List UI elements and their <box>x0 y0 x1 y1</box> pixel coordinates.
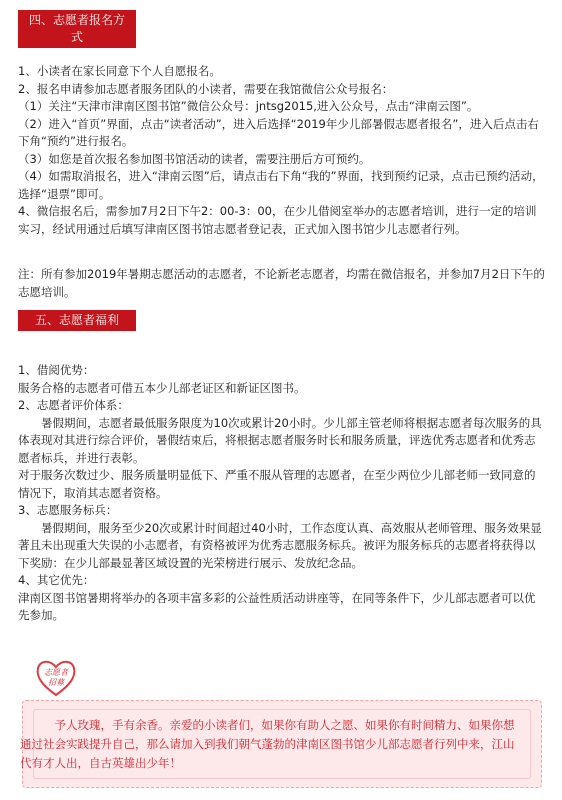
s5-para-3: 暑假期间，服务至少20次或累计时间超过40小时，工作态度认真、高效服从老师管理、服务效果显著且未出现重大失误的小志愿者，有资格被评为优秀志愿服务标兵。被评为服务标兵的志愿者将获得以下奖励：在少儿部最显著区域设置的光荣榜进行展示、发放纪念品。 <box>18 520 542 570</box>
section-4-note <box>18 266 546 301</box>
s5-para-2b: 对于服务次数过少、服务质量明显低下、严重不服从管理的志愿者，在至少两位少儿部老师一致同意的情况下，取消其志愿者资格。 <box>18 468 536 500</box>
s4-line-6: （4）如需取消报名，进入“津南云图”后，请点击右下角“我的”界面，找到预约记录，点击已预约活动，选择“退票”即可。 <box>18 169 544 201</box>
logo-text: 志愿者 <box>44 668 68 677</box>
section-5-title: 五、志愿者福利 <box>18 310 136 331</box>
s4-line-5: （3）如您是首次报名参加图书馆活动的读者，需要注册后方可预约。 <box>18 151 371 166</box>
s5-heading-2: 2、志愿者评价体系： <box>18 398 129 412</box>
s5-heading-3: 3、志愿服务标兵： <box>18 503 118 517</box>
s5-para-4: 津南区图书馆暑期将举办的各项丰富多彩的公益性质活动讲座等，在同等条件下，少儿部志愿者可以优先参加。 <box>18 590 536 622</box>
s5-heading-4: 4、其它优先： <box>18 573 95 587</box>
s4-line-3: （1）关注“天津市津南区图书馆”微信公众号：jntsg2015,进入公众号，点击“津南云图”。 <box>18 99 479 113</box>
s4-note: 注：所有参加2019年暑期志愿活动的志愿者，不论新老志愿者，均需在微信报名，并参加7月2日下午的志愿培训。 <box>18 267 545 299</box>
s5-para-1: 服务合格的志愿者可借五本少儿部老证区和新证区图书。 <box>18 380 306 395</box>
s4-line-7: 4、微信报名后，需参加7月2日下午2：00-3：00，在少儿借阅室举办的志愿者培训，进行一定的培训实习，经试用通过后填写津南区图书馆志愿者登记表，正式加入图书馆少儿志愿者行列。 <box>18 204 537 236</box>
logo-text-2: 招募 <box>48 678 64 687</box>
section-5-body <box>18 362 546 625</box>
s4-line-1: 1、小读者在家长同意下个人自愿报名。 <box>18 64 221 78</box>
section-4-body <box>18 63 546 238</box>
s4-line-4: （2）进入“首页”界面，点击“读者活动”，进入后选择“2019年少儿部暑假志愿者报名”，进入后点击右下角“预约”进行报名。 <box>18 116 539 148</box>
s5-para-2a: 暑假期间，志愿者最低服务限度为10次或累计20小时。少儿部主管老师将根据志愿者每次服务的具体表现对其进行综合评价，暑假结束后，将根据志愿者服务时长和服务质量，评选优秀志愿者和优秀志愿者标兵，并进行表彰。 <box>18 415 542 465</box>
heart-logo-icon <box>34 655 78 699</box>
closing-quote: 予人玫瑰，手有余香。亲爱的小读者们，如果你有助人之愿、如果你有时间精力、如果你想通过社会实践提升自己，那么请加入到我们朝气蓬勃的津南区图书馆少儿部志愿者行列中来，江山代有才人出，自古英雄出少年！ <box>20 718 515 770</box>
s5-heading-1: 1、借阅优势： <box>18 363 95 377</box>
section-4-title: 四、志愿者报名方式 <box>18 10 136 48</box>
volunteer-recruit-logo <box>34 655 78 699</box>
s4-line-2: 2、报名申请参加志愿者服务团队的小读者，需要在我馆微信公众号报名： <box>18 81 394 96</box>
